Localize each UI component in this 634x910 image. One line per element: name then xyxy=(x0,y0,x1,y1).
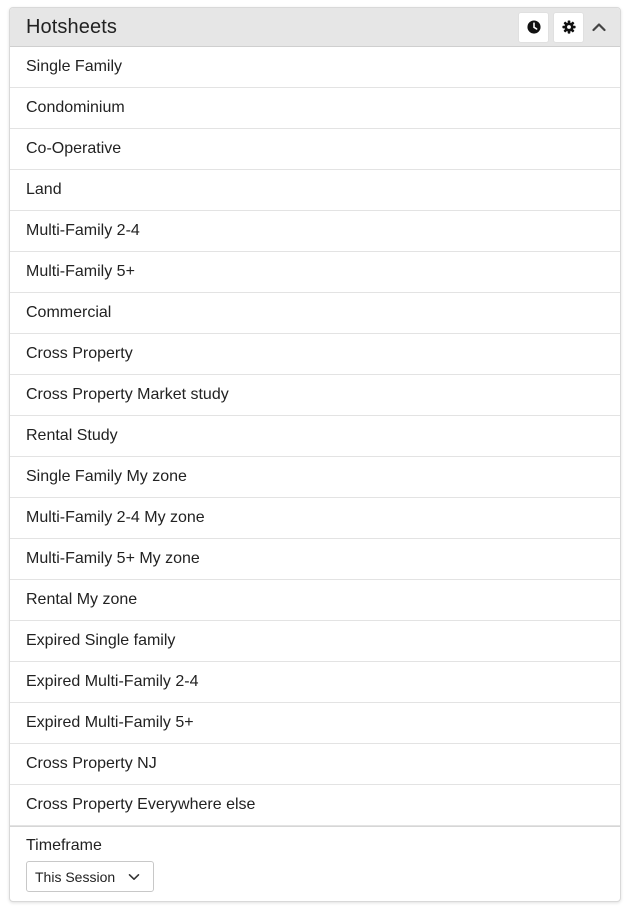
list-item[interactable]: Condominium xyxy=(10,88,620,129)
collapse-button[interactable] xyxy=(588,12,610,43)
list-item[interactable]: Cross Property Market study xyxy=(10,375,620,416)
list-item[interactable]: Multi-Family 2-4 My zone xyxy=(10,498,620,539)
hotsheets-panel xyxy=(9,7,621,902)
list-item[interactable]: Multi-Family 5+ My zone xyxy=(10,539,620,580)
list-item[interactable]: Multi-Family 5+ xyxy=(10,252,620,293)
list-item[interactable]: Single Family My zone xyxy=(10,457,620,498)
gear-icon xyxy=(562,20,576,34)
list-item[interactable]: Single Family xyxy=(10,47,620,88)
list-item[interactable]: Multi-Family 2-4 xyxy=(10,211,620,252)
list-item[interactable]: Cross Property xyxy=(10,334,620,375)
settings-button[interactable] xyxy=(553,12,584,43)
chevron-down-icon xyxy=(128,873,140,881)
list-item[interactable]: Expired Single family xyxy=(10,621,620,662)
timeframe-label: Timeframe xyxy=(26,837,102,854)
timeframe-select-value: This Session xyxy=(35,868,116,885)
list-item[interactable]: Rental My zone xyxy=(10,580,620,621)
chevron-up-icon xyxy=(592,22,606,32)
list-item[interactable]: Cross Property NJ xyxy=(10,744,620,785)
header-controls xyxy=(518,12,610,43)
panel-title: Hotsheets xyxy=(26,15,117,38)
hotsheet-list xyxy=(10,47,620,826)
history-button[interactable] xyxy=(518,12,549,43)
timeframe-section xyxy=(10,826,620,892)
list-item[interactable]: Land xyxy=(10,170,620,211)
list-item[interactable]: Expired Multi-Family 2-4 xyxy=(10,662,620,703)
list-item[interactable]: Co-Operative xyxy=(10,129,620,170)
list-item[interactable]: Cross Property Everywhere else xyxy=(10,785,620,826)
panel-header xyxy=(10,8,620,47)
list-item[interactable]: Commercial xyxy=(10,293,620,334)
clock-icon xyxy=(527,20,541,34)
list-item[interactable]: Expired Multi-Family 5+ xyxy=(10,703,620,744)
timeframe-select[interactable] xyxy=(26,861,154,892)
list-item[interactable]: Rental Study xyxy=(10,416,620,457)
